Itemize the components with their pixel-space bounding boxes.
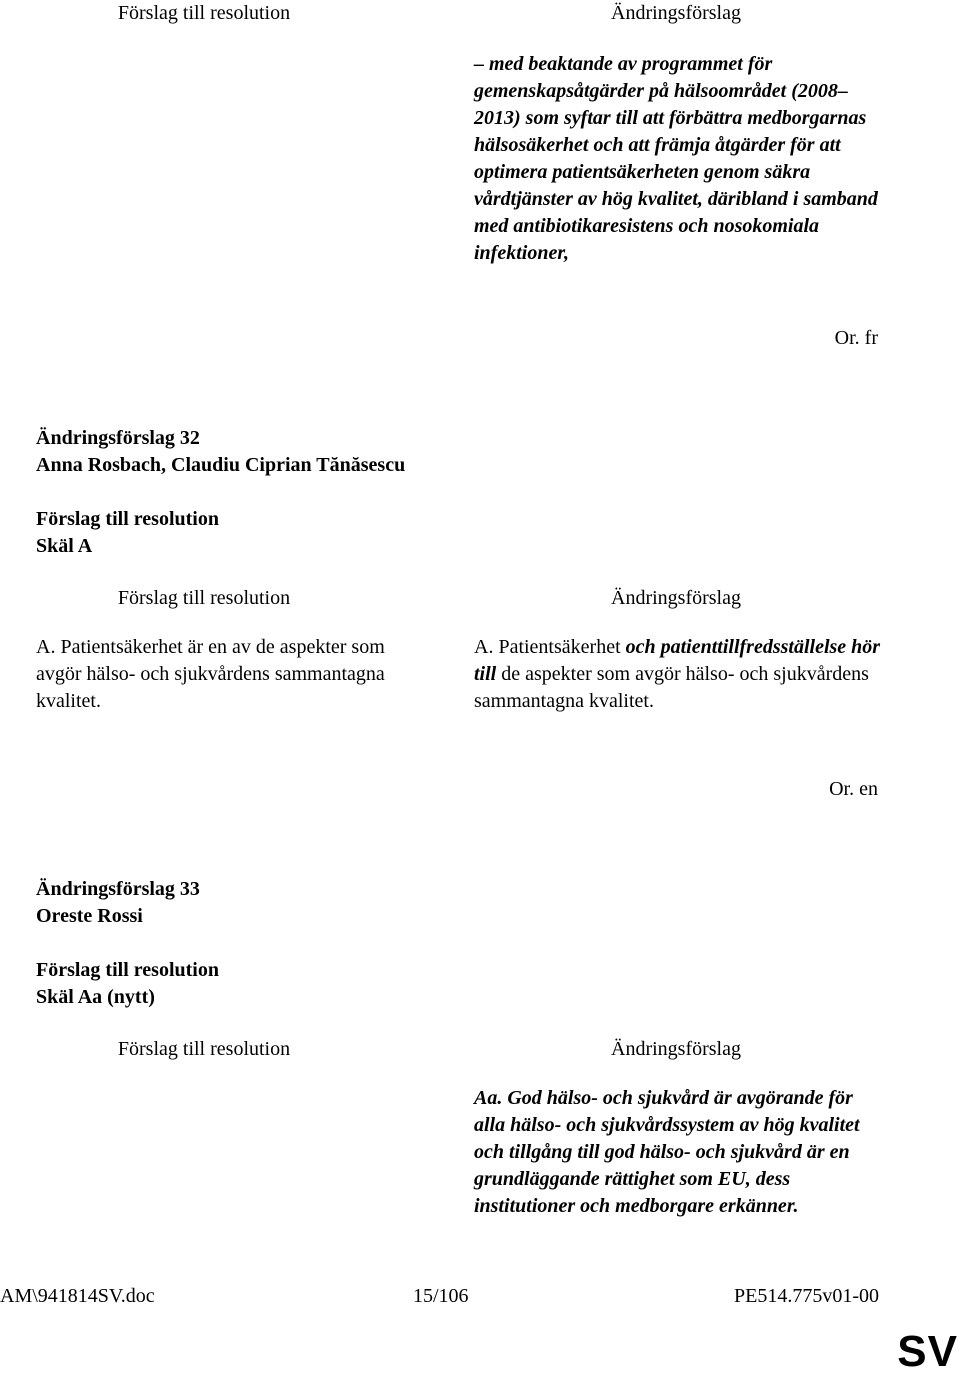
- amendment-32-proposed-text: [474, 634, 884, 715]
- text-emphasis: och patienttillfredsställelse hör till: [474, 636, 881, 685]
- text-prefix: A. Patientsäkerhet: [474, 636, 626, 658]
- amendment-33-section: Skäl Aa (nytt): [36, 986, 155, 1008]
- amendment-label: Ändringsförslag: [36, 878, 175, 900]
- amendment-32-heading: [36, 425, 200, 452]
- left-column-header: Förslag till resolution: [117, 1038, 291, 1060]
- amendment-number: 33: [179, 878, 200, 900]
- amendment-label: Ändringsförslag: [36, 427, 175, 449]
- amendment-33-authors: Oreste Rossi: [36, 905, 143, 927]
- right-column-header: Ändringsförslag: [611, 587, 741, 609]
- amendment-32-doc-ref: Förslag till resolution: [36, 508, 219, 530]
- left-column-header: Förslag till resolution: [117, 587, 291, 609]
- amendment-33-proposed-text: Aa. God hälso- och sjukvård är avgörande för alla hälso- och sjukvårdssystem av hög kvalitet och tillgång till god hälso- och sjukvård är en grundläggande rättighet som EU, dess institutioner och medborgare erkänner.: [474, 1087, 860, 1217]
- amendment-32-original-text: A. Patientsäkerhet är en av de aspekter som avgör hälso- och sjukvårdens sammantagna kvalitet.: [36, 636, 385, 712]
- right-column-header: Ändringsförslag: [611, 2, 741, 24]
- text-suffix: de aspekter som avgör hälso- och sjukvårdens sammantagna kvalitet.: [474, 663, 869, 712]
- footer-reference: PE514.775v01-00: [734, 1285, 879, 1307]
- footer-page-number: 15/106: [413, 1285, 469, 1307]
- right-column-header: Ändringsförslag: [611, 1038, 741, 1060]
- original-language-tag: Or. fr: [834, 327, 878, 349]
- amendment-number: 32: [179, 427, 200, 449]
- dash: –: [474, 53, 484, 75]
- amendment-33-doc-ref: Förslag till resolution: [36, 959, 219, 981]
- amendment-32-authors: Anna Rosbach, Claudiu Ciprian Tănăsescu: [36, 454, 406, 476]
- continuation-text: med beaktande av programmet för gemenskapsåtgärder på hälsoområdet (2008–2013) som syftar till att förbättra medborgarnas hälsosäkerhet och att främja åtgärder för att optimera patientsäkerheten genom säkra vårdtjänster av hög kvalitet, däribland i samband med antibiotikaresistens och nosokomiala infektioner,: [474, 53, 878, 264]
- original-language-tag: Or. en: [829, 778, 878, 800]
- amendment-32-section: Skäl A: [36, 535, 93, 557]
- footer-doc-id: AM\941814SV.doc: [0, 1285, 155, 1307]
- amendment-33-heading: [36, 876, 200, 903]
- amendment-text-continuation: [474, 51, 884, 267]
- language-mark: SV: [897, 1327, 958, 1376]
- left-column-header: Förslag till resolution: [117, 2, 291, 24]
